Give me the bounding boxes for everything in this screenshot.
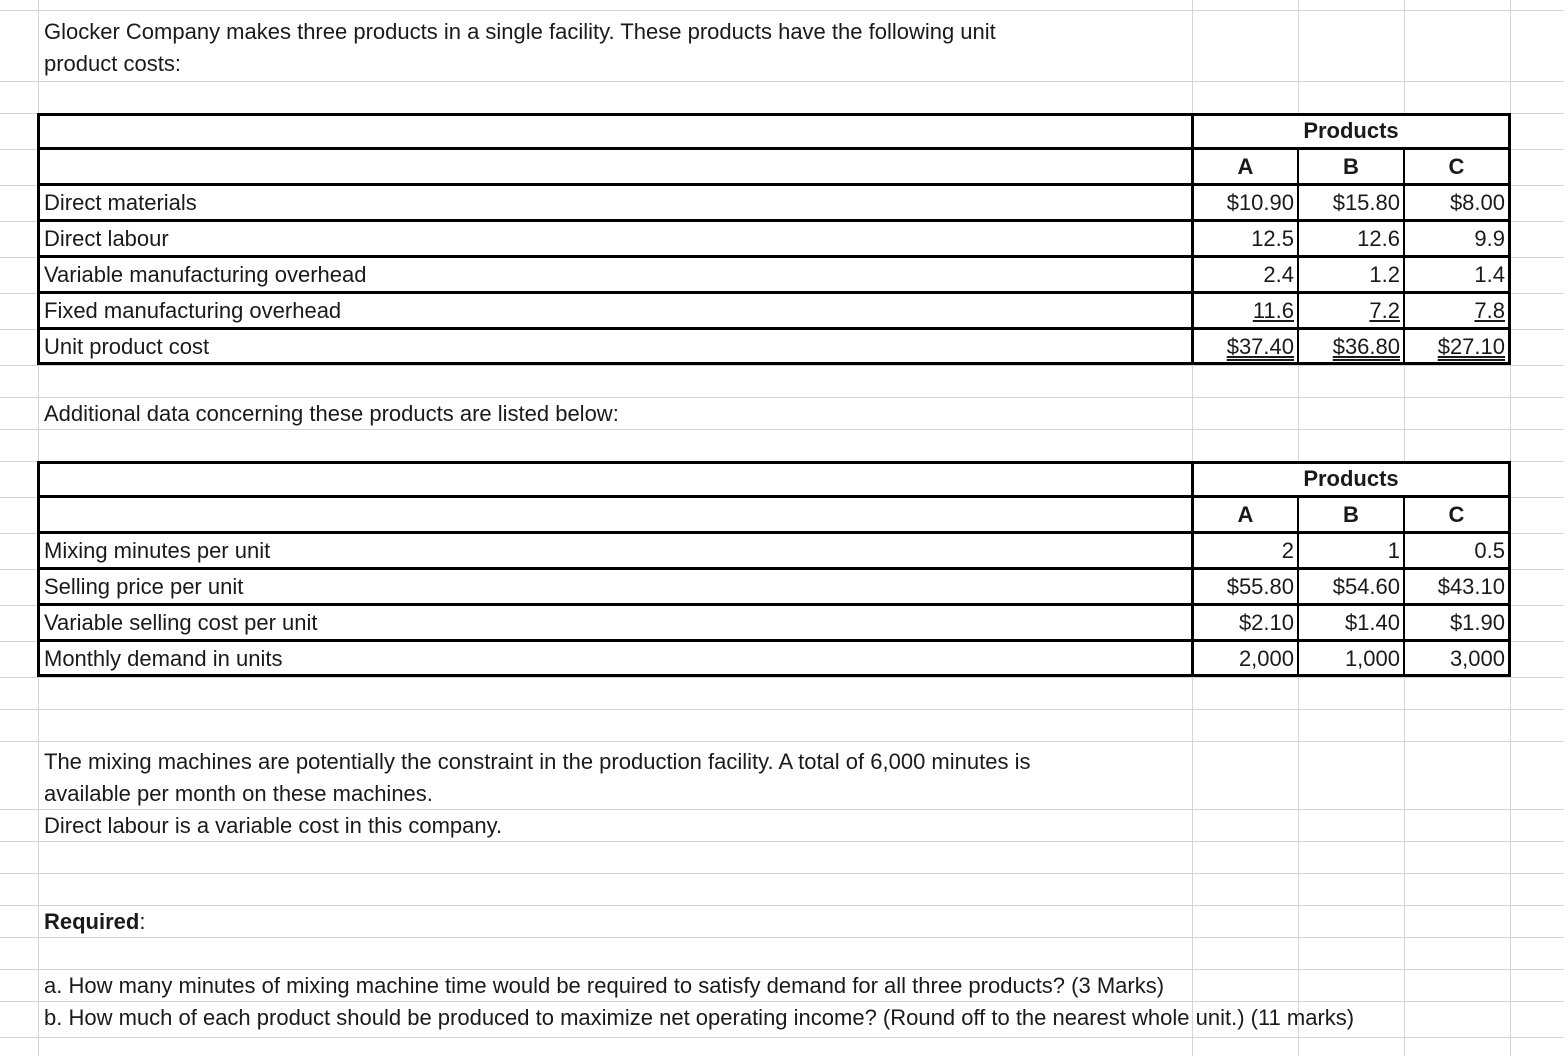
cell-fmo-c: 7.8 [1474,298,1505,323]
intro-line-2: product costs: [44,51,181,76]
data-col-a: A [1237,502,1254,527]
constraint-line-1: The mixing machines are potentially the constraint in the production facility. A total of 6,000 minutes is [44,749,1031,774]
data-products-header: Products [1303,466,1399,491]
row-label-direct-materials: Direct materials [44,190,197,215]
question-b: b. How much of each product should be produced to maximize net operating income? (Round off to the nearest whole unit.) (11 marks) [44,1005,1355,1030]
question-a: a. How many minutes of mixing machine time would be required to satisfy demand for all three products? (3 Marks) [44,973,1165,998]
cost-col-c: C [1448,154,1465,179]
unit-cost-table [37,113,1511,365]
cell-vmo-b: 1.2 [1369,262,1400,287]
cell-dm-c: $8.00 [1449,190,1505,215]
cell-demand-b: 1,000 [1344,646,1400,671]
cell-vsc-c: $1.90 [1449,610,1505,635]
cell-mix-a: 2 [1281,538,1294,563]
row-label-variable-selling-cost: Variable selling cost per unit [44,610,318,635]
row-label-variable-mfg-overhead: Variable manufacturing overhead [44,262,367,287]
cell-vsc-b: $1.40 [1344,610,1400,635]
product-data-table [37,461,1511,677]
cell-dl-a: 12.5 [1251,226,1294,251]
cell-upc-b: $36.80 [1332,334,1400,359]
cost-products-header: Products [1303,118,1399,143]
cell-price-c: $43.10 [1437,574,1505,599]
constraint-line-2: available per month on these machines. [44,781,433,806]
row-label-monthly-demand: Monthly demand in units [44,646,283,671]
constraint-line-3: Direct labour is a variable cost in this company. [44,813,503,838]
row-label-unit-product-cost: Unit product cost [44,334,210,359]
data-col-c: C [1448,502,1465,527]
cell-dm-a: $10.90 [1226,190,1294,215]
cell-dm-b: $15.80 [1332,190,1400,215]
data-col-b: B [1343,502,1359,527]
cell-dl-b: 12.6 [1357,226,1400,251]
required-heading: Required: [44,909,146,934]
cell-fmo-b: 7.2 [1369,298,1400,323]
cell-price-a: $55.80 [1226,574,1294,599]
cost-col-b: B [1343,154,1359,179]
cell-vmo-c: 1.4 [1474,262,1505,287]
intro-line-1: Glocker Company makes three products in a single facility. These products have the following unit [44,19,996,44]
cell-vmo-a: 2.4 [1263,262,1294,287]
row-label-selling-price: Selling price per unit [44,574,244,599]
cell-mix-b: 1 [1387,538,1400,563]
row-label-direct-labour: Direct labour [44,226,169,251]
additional-data-intro: Additional data concerning these products are listed below: [44,401,619,426]
cost-col-a: A [1237,154,1254,179]
cell-upc-c: $27.10 [1437,334,1505,359]
cell-mix-c: 0.5 [1474,538,1505,563]
cell-demand-c: 3,000 [1449,646,1505,671]
cell-upc-a: $37.40 [1226,334,1294,359]
row-label-fixed-mfg-overhead: Fixed manufacturing overhead [44,298,342,323]
cell-price-b: $54.60 [1332,574,1400,599]
cell-demand-a: 2,000 [1238,646,1294,671]
row-label-mixing-minutes: Mixing minutes per unit [44,538,271,563]
cell-vsc-a: $2.10 [1238,610,1294,635]
cell-fmo-a: 11.6 [1252,298,1294,323]
cell-dl-c: 9.9 [1474,226,1505,251]
